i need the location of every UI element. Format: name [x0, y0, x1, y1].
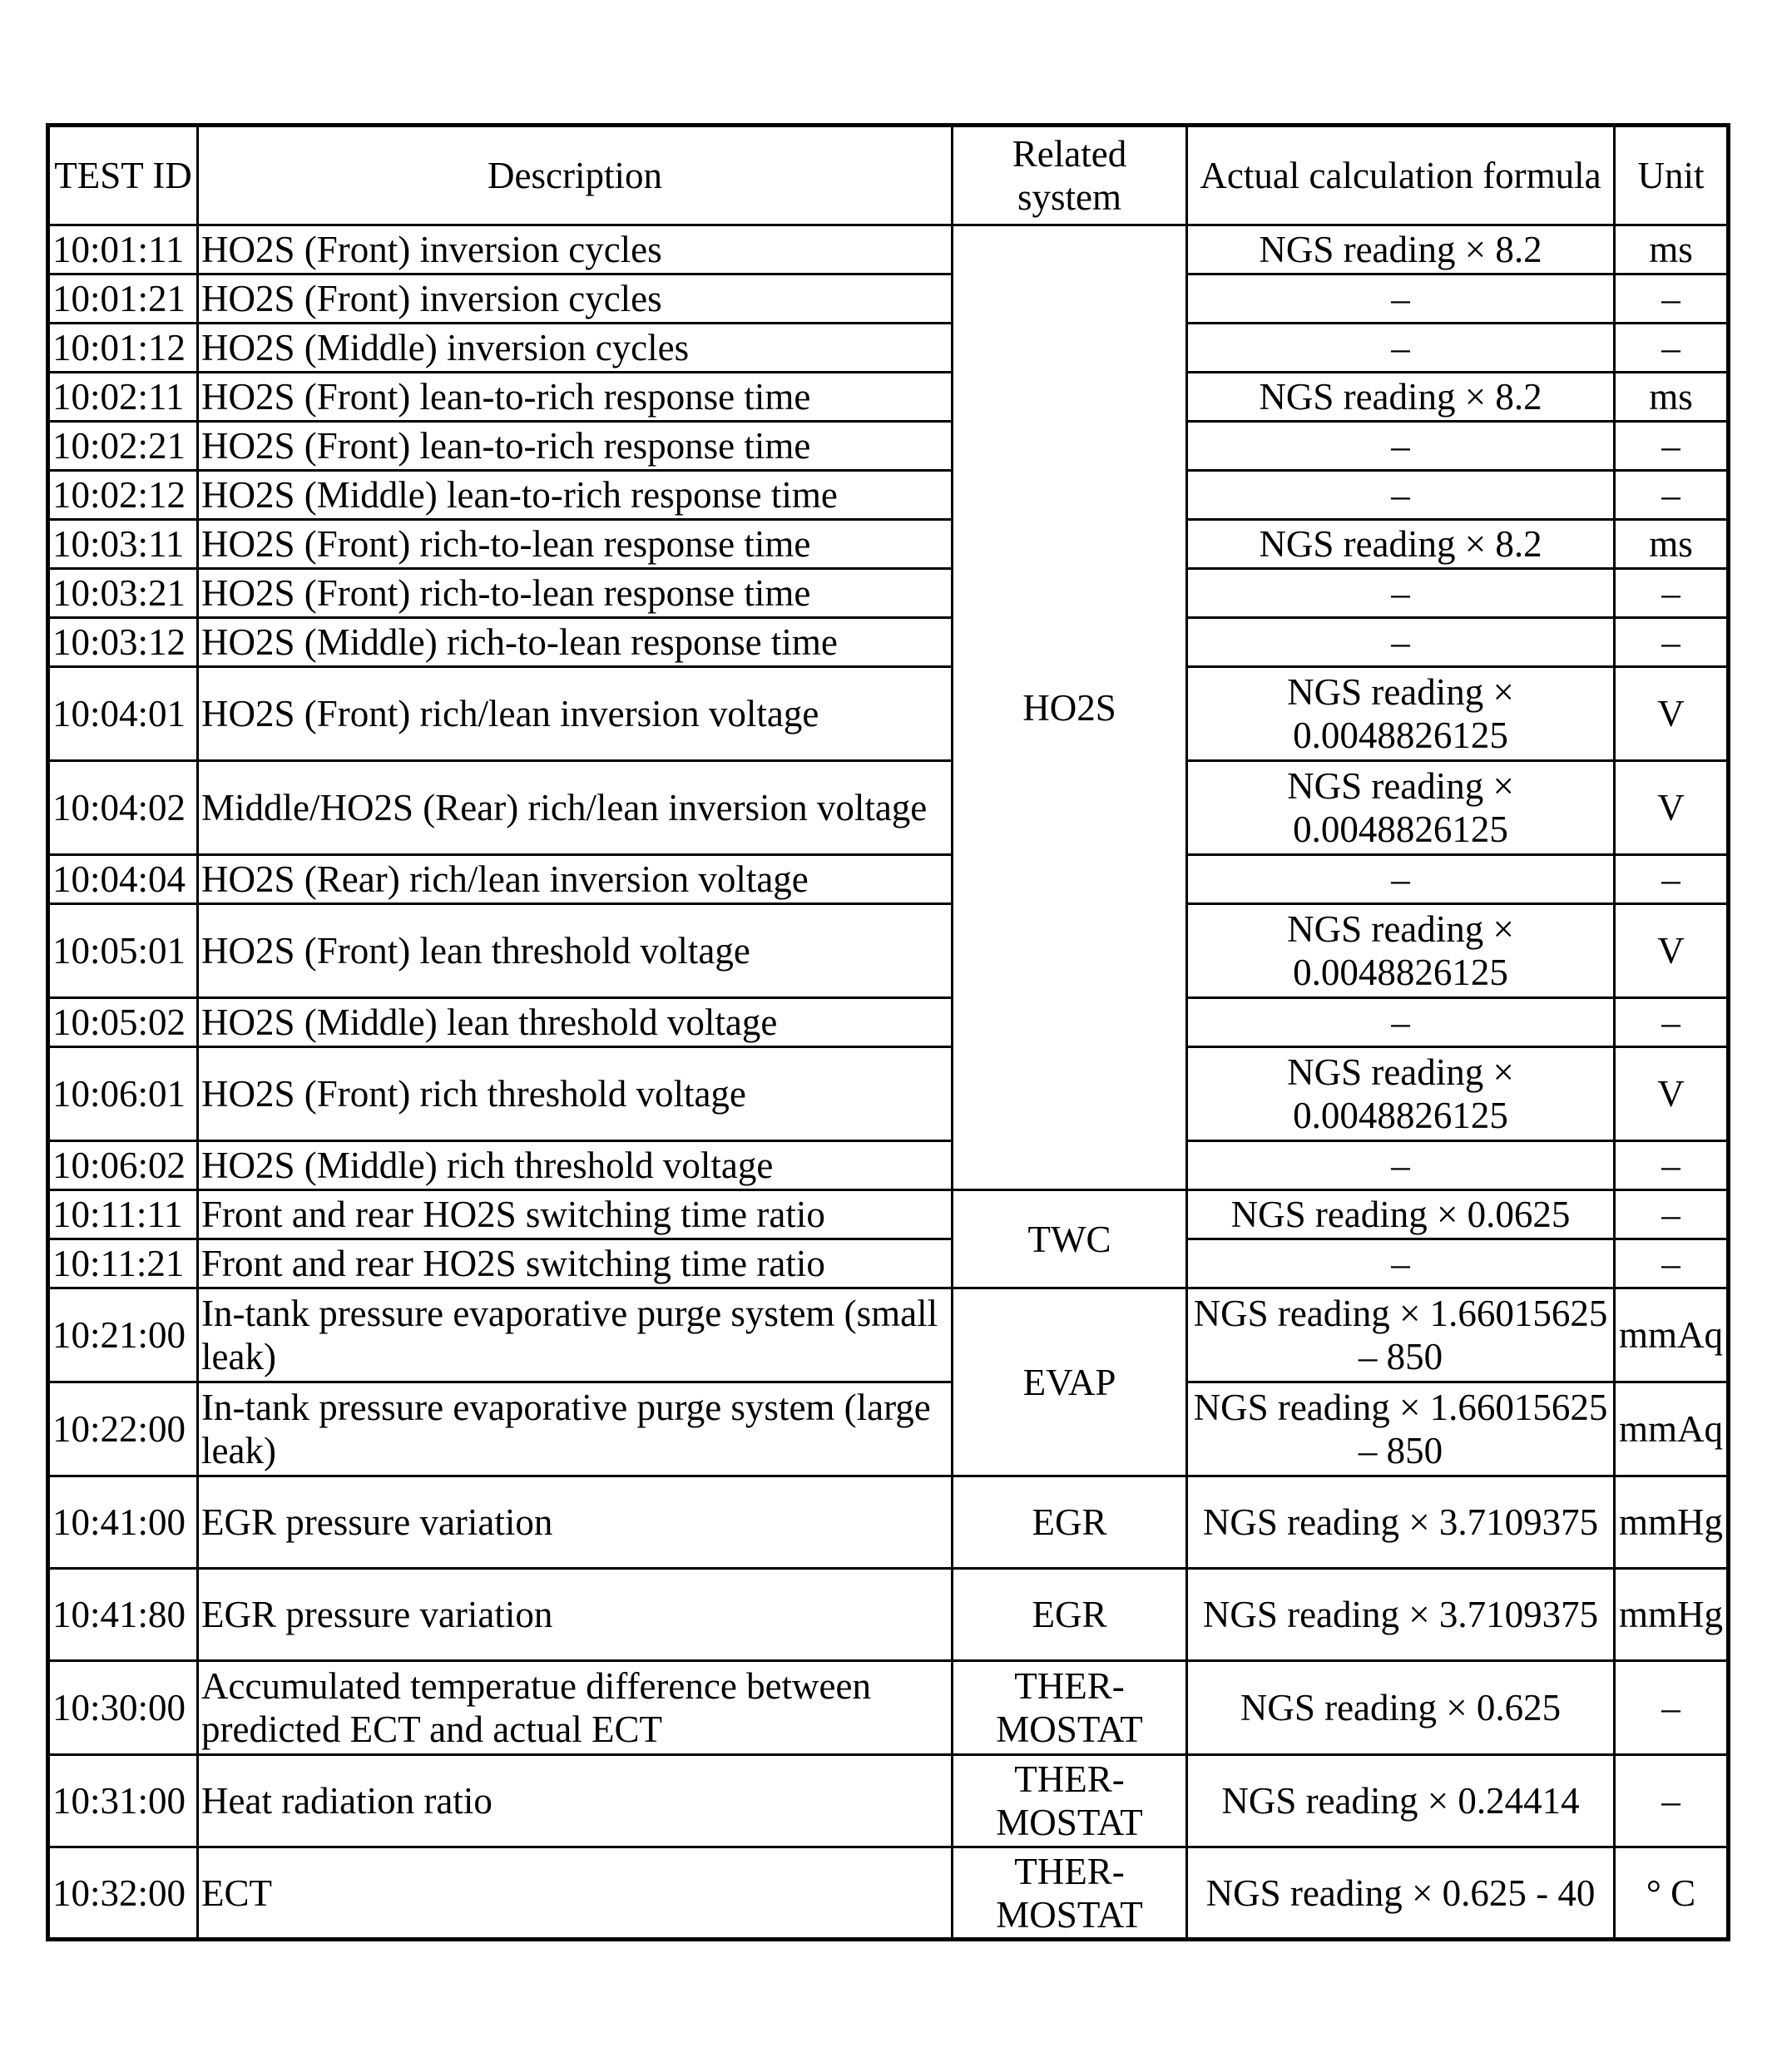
table-row — [48, 1661, 1729, 1755]
description-cell: HO2S (Middle) rich threshold voltage — [198, 1141, 953, 1190]
test-id-cell: 10:03:21 — [48, 569, 198, 618]
description-cell: Middle/HO2S (Rear) rich/lean inversion voltage — [198, 761, 953, 855]
test-id-cell: 10:02:21 — [48, 422, 198, 471]
description-cell: HO2S (Front) rich-to-lean response time — [198, 520, 953, 569]
formula-cell: NGS reading × 0.625 - 40 — [1187, 1847, 1615, 1940]
unit-cell: ° C — [1615, 1847, 1729, 1940]
formula-cell: NGS reading × 0.24414 — [1187, 1755, 1615, 1847]
description-cell: Accumulated temperatue difference between predicted ECT and actual ECT — [198, 1661, 953, 1755]
table-row — [48, 569, 1729, 618]
description-cell: HO2S (Middle) inversion cycles — [198, 324, 953, 373]
test-id-cell: 10:02:12 — [48, 471, 198, 520]
unit-cell: – — [1615, 1239, 1729, 1288]
table-row — [48, 904, 1729, 998]
table-row — [48, 1190, 1729, 1239]
description-cell: HO2S (Front) rich threshold voltage — [198, 1047, 953, 1141]
unit-cell: – — [1615, 1141, 1729, 1190]
unit-cell: – — [1615, 1190, 1729, 1239]
description-cell: HO2S (Front) rich-to-lean response time — [198, 569, 953, 618]
test-id-cell: 10:01:12 — [48, 324, 198, 373]
test-id-cell: 10:03:12 — [48, 618, 198, 667]
table-row — [48, 1239, 1729, 1288]
description-cell: EGR pressure variation — [198, 1569, 953, 1661]
table-row — [48, 520, 1729, 569]
description-cell: HO2S (Middle) lean threshold voltage — [198, 998, 953, 1047]
test-id-cell: 10:11:21 — [48, 1239, 198, 1288]
formula-cell: – — [1187, 1141, 1615, 1190]
system-cell-thermostat: THER- MOSTAT — [953, 1755, 1187, 1847]
description-cell: HO2S (Front) lean threshold voltage — [198, 904, 953, 998]
formula-cell: – — [1187, 324, 1615, 373]
formula-cell: – — [1187, 855, 1615, 904]
table-row — [48, 855, 1729, 904]
unit-cell: V — [1615, 667, 1729, 761]
system-cell-evap: EVAP — [953, 1288, 1187, 1476]
header-formula: Actual calculation formula — [1187, 126, 1615, 225]
description-cell: Front and rear HO2S switching time ratio — [198, 1190, 953, 1239]
unit-cell: – — [1615, 274, 1729, 324]
table-row — [48, 422, 1729, 471]
formula-cell: – — [1187, 998, 1615, 1047]
description-cell: HO2S (Front) inversion cycles — [198, 274, 953, 324]
description-cell: HO2S (Front) lean-to-rich response time — [198, 373, 953, 422]
system-cell-thermostat: THER- MOSTAT — [953, 1847, 1187, 1940]
table-row — [48, 1569, 1729, 1661]
formula-cell: – — [1187, 1239, 1615, 1288]
unit-cell: ms — [1615, 520, 1729, 569]
unit-cell: – — [1615, 998, 1729, 1047]
test-id-cell: 10:05:01 — [48, 904, 198, 998]
test-id-cell: 10:41:80 — [48, 1569, 198, 1661]
unit-cell: – — [1615, 1755, 1729, 1847]
system-cell-thermostat: THER- MOSTAT — [953, 1661, 1187, 1755]
table-row — [48, 324, 1729, 373]
unit-cell: – — [1615, 1661, 1729, 1755]
unit-cell: ms — [1615, 225, 1729, 274]
unit-cell: mmAq — [1615, 1288, 1729, 1382]
formula-cell: NGS reading × 8.2 — [1187, 520, 1615, 569]
unit-cell: – — [1615, 324, 1729, 373]
formula-cell: – — [1187, 569, 1615, 618]
table-row — [48, 225, 1729, 274]
test-id-cell: 10:05:02 — [48, 998, 198, 1047]
table-row — [48, 1382, 1729, 1476]
table-row — [48, 667, 1729, 761]
formula-cell: NGS reading × 3.7109375 — [1187, 1476, 1615, 1569]
table-row — [48, 471, 1729, 520]
description-cell: In-tank pressure evaporative purge system (small leak) — [198, 1288, 953, 1382]
test-id-cell: 10:30:00 — [48, 1661, 198, 1755]
system-cell-twc: TWC — [953, 1190, 1187, 1288]
test-id-cell: 10:02:11 — [48, 373, 198, 422]
unit-cell: – — [1615, 422, 1729, 471]
description-cell: HO2S (Rear) rich/lean inversion voltage — [198, 855, 953, 904]
header-related-system: Related system — [953, 126, 1187, 225]
test-id-cell: 10:04:04 — [48, 855, 198, 904]
formula-cell: NGS reading × 1.66015625 – 850 — [1187, 1288, 1615, 1382]
unit-cell: – — [1615, 855, 1729, 904]
description-cell: HO2S (Middle) lean-to-rich response time — [198, 471, 953, 520]
unit-cell: V — [1615, 904, 1729, 998]
formula-cell: NGS reading × 8.2 — [1187, 225, 1615, 274]
description-cell: HO2S (Middle) rich-to-lean response time — [198, 618, 953, 667]
test-id-cell: 10:32:00 — [48, 1847, 198, 1940]
system-cell-ho2s: HO2S — [953, 225, 1187, 1190]
test-id-cell: 10:31:00 — [48, 1755, 198, 1847]
description-cell: Front and rear HO2S switching time ratio — [198, 1239, 953, 1288]
test-id-cell: 10:06:02 — [48, 1141, 198, 1190]
description-cell: Heat radiation ratio — [198, 1755, 953, 1847]
table-row — [48, 1755, 1729, 1847]
test-id-cell: 10:21:00 — [48, 1288, 198, 1382]
diagnostic-test-table — [46, 123, 1730, 1941]
test-id-cell: 10:41:00 — [48, 1476, 198, 1569]
formula-cell: NGS reading × 0.0048826125 — [1187, 1047, 1615, 1141]
description-cell: In-tank pressure evaporative purge system (large leak) — [198, 1382, 953, 1476]
table-row — [48, 373, 1729, 422]
formula-cell: NGS reading × 0.625 — [1187, 1661, 1615, 1755]
table-row — [48, 1847, 1729, 1940]
description-cell: HO2S (Front) inversion cycles — [198, 225, 953, 274]
description-cell: ECT — [198, 1847, 953, 1940]
table-row — [48, 761, 1729, 855]
formula-cell: NGS reading × 0.0048826125 — [1187, 667, 1615, 761]
test-id-cell: 10:11:11 — [48, 1190, 198, 1239]
unit-cell: mmHg — [1615, 1569, 1729, 1661]
formula-cell: NGS reading × 0.0048826125 — [1187, 904, 1615, 998]
test-id-cell: 10:06:01 — [48, 1047, 198, 1141]
formula-cell: – — [1187, 274, 1615, 324]
table-row — [48, 1288, 1729, 1382]
formula-cell: NGS reading × 1.66015625 – 850 — [1187, 1382, 1615, 1476]
table-row — [48, 618, 1729, 667]
unit-cell: ms — [1615, 373, 1729, 422]
description-cell: HO2S (Front) rich/lean inversion voltage — [198, 667, 953, 761]
test-id-cell: 10:01:21 — [48, 274, 198, 324]
unit-cell: – — [1615, 618, 1729, 667]
unit-cell: – — [1615, 471, 1729, 520]
table-row — [48, 998, 1729, 1047]
table-row — [48, 1141, 1729, 1190]
header-description: Description — [198, 126, 953, 225]
formula-cell: – — [1187, 618, 1615, 667]
formula-cell: NGS reading × 0.0048826125 — [1187, 761, 1615, 855]
test-id-cell: 10:01:11 — [48, 225, 198, 274]
unit-cell: V — [1615, 1047, 1729, 1141]
unit-cell: – — [1615, 569, 1729, 618]
system-cell-egr: EGR — [953, 1569, 1187, 1661]
system-cell-egr: EGR — [953, 1476, 1187, 1569]
formula-cell: NGS reading × 3.7109375 — [1187, 1569, 1615, 1661]
header-row — [48, 126, 1729, 225]
formula-cell: NGS reading × 8.2 — [1187, 373, 1615, 422]
description-cell: EGR pressure variation — [198, 1476, 953, 1569]
header-unit: Unit — [1615, 126, 1729, 225]
unit-cell: mmAq — [1615, 1382, 1729, 1476]
test-id-cell: 10:04:02 — [48, 761, 198, 855]
test-id-cell: 10:04:01 — [48, 667, 198, 761]
header-test-id: TEST ID — [48, 126, 198, 225]
description-cell: HO2S (Front) lean-to-rich response time — [198, 422, 953, 471]
unit-cell: V — [1615, 761, 1729, 855]
table-row — [48, 1047, 1729, 1141]
unit-cell: mmHg — [1615, 1476, 1729, 1569]
formula-cell: – — [1187, 471, 1615, 520]
test-id-cell: 10:03:11 — [48, 520, 198, 569]
formula-cell: – — [1187, 422, 1615, 471]
test-id-cell: 10:22:00 — [48, 1382, 198, 1476]
table-row — [48, 274, 1729, 324]
table-row — [48, 1476, 1729, 1569]
formula-cell: NGS reading × 0.0625 — [1187, 1190, 1615, 1239]
